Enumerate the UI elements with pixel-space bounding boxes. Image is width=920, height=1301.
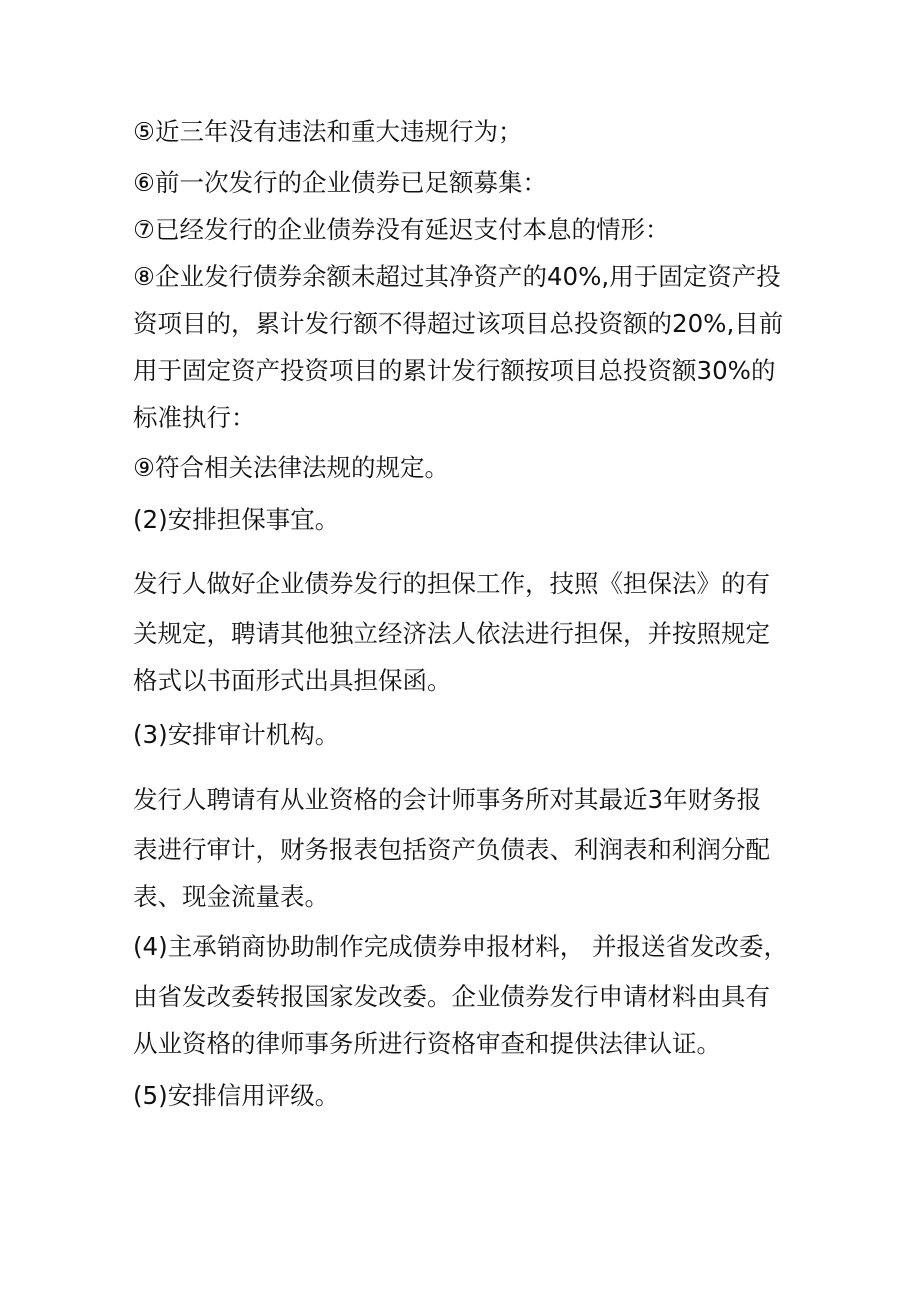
text-line: 发行人聘请有从业资格的会计师事务所对其最近3年财务报 [133, 785, 762, 814]
text-line: 表进行审计，财务报表包括资产负债表、利润表和利润分配 [133, 835, 770, 864]
text-line: 表、现金流量表。 [133, 882, 329, 911]
text-line: ⑨符合相关法律法规的规定。 [133, 453, 449, 482]
section-heading: (5)安排信用评级。 [133, 1081, 340, 1110]
text-line: ⑧企业发行债券余额未超过其净资产的40%,用于固定资产投 [133, 262, 781, 291]
section-heading: (4)主承销商协助制作完成债券申报材料， 并报送省发改委， [133, 932, 788, 961]
text-line: 用于固定资产投资项目的累计发行额按项目总投资额30%的 [133, 356, 776, 385]
text-line: ⑤近三年没有违法和重大违规行为； [133, 117, 523, 146]
text-line: 从业资格的律师事务所进行资格审查和提供法律认证。 [133, 1029, 721, 1058]
text-line: 标准执行： [133, 403, 256, 432]
text-line: 资项目的，累计发行额不得超过该项目总投资额的20%,目前 [133, 309, 784, 338]
text-line: 由省发改委转报国家发改委。企业债券发行申请材料由具有 [133, 982, 770, 1011]
text-line: ⑦已经发行的企业债券没有延迟支付本息的情形： [133, 215, 670, 244]
text-line: 发行人做好企业债券发行的担保工作，技照《担保法》的有 [133, 569, 770, 598]
section-heading: (2)安排担保事宜。 [133, 505, 340, 534]
text-line: 格式以书面形式出具担保函。 [133, 666, 452, 695]
text-line: ⑥前一次发行的企业债券已足额募集： [133, 168, 547, 197]
section-heading: (3)安排审计机构。 [133, 720, 340, 749]
text-line: 关规定，聘请其他独立经济法人依法进行担保，并按照规定 [133, 619, 770, 648]
